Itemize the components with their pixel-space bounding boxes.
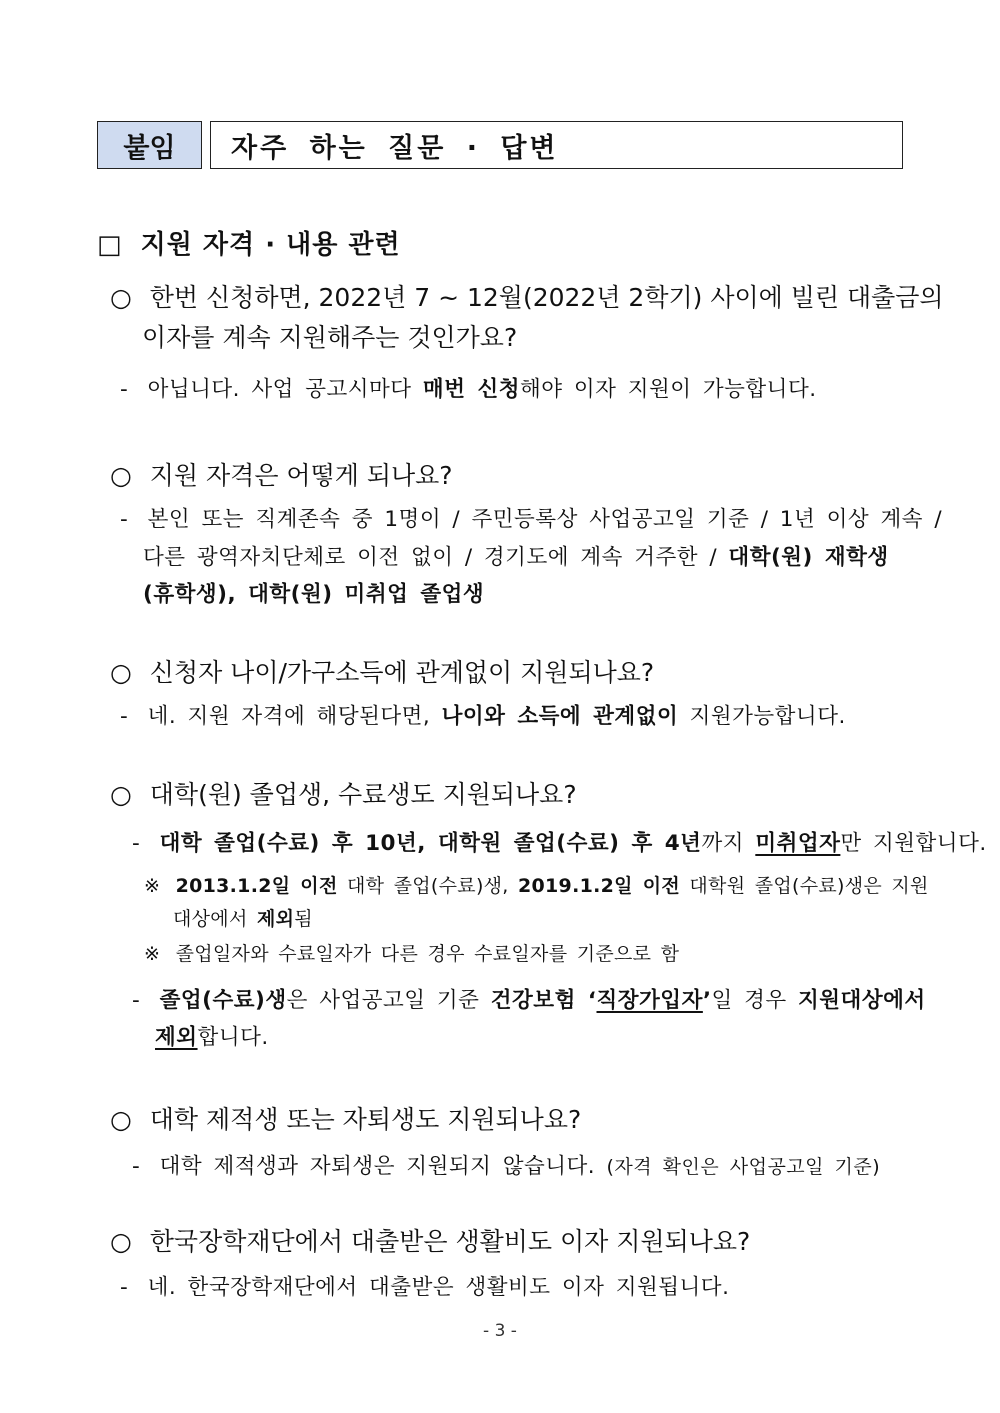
page-title-box xyxy=(210,121,903,169)
answer-1: - 아닙니다. 사업 공고시마다 매번 신청해야 이자 지원이 가능합니다. xyxy=(120,377,817,402)
question-1-line-2: 이자를 계속 지원해주는 것인가요? xyxy=(142,323,518,352)
answer-4-line-1: - 대학 졸업(수료) 후 10년, 대학원 졸업(수료) 후 4년까지 미취업자만 지원합니다. xyxy=(132,831,987,856)
question-4: ○ 대학(원) 졸업생, 수료생도 지원되나요? xyxy=(110,780,577,809)
answer-2-line-1: - 본인 또는 직계존속 중 1명이 / 주민등록상 사업공고일 기준 / 1년 이상 계속 / xyxy=(120,507,943,532)
section-heading xyxy=(97,224,401,261)
question-1-line-1: ○ 한번 신청하면, 2022년 7 ~ 12월(2022년 2학기) 사이에 빌린 대출금의 xyxy=(110,283,944,312)
attachment-tag-label: 붙임 xyxy=(123,132,176,164)
note-1-line-2: 대상에서 제외됨 xyxy=(173,908,313,930)
section-bullet: □ xyxy=(97,230,123,260)
question-3: ○ 신청자 나이/가구소득에 관계없이 지원되나요? xyxy=(110,658,655,687)
question-marker: ○ xyxy=(110,283,132,312)
question-marker: ○ xyxy=(110,658,132,687)
answer-4b-line-2: 제외합니다. xyxy=(155,1025,269,1050)
question-2: ○ 지원 자격은 어떻게 되나요? xyxy=(110,461,453,490)
question-marker: ○ xyxy=(110,1105,132,1134)
note-1-line-1: ※ 2013.1.2일 이전 대학 졸업(수료)생, 2019.1.2일 이전 대학원 졸업(수료)생은 지원 xyxy=(144,875,929,897)
question-marker: ○ xyxy=(110,461,132,490)
answer-6: - 네. 한국장학재단에서 대출받은 생활비도 이자 지원됩니다. xyxy=(120,1275,730,1300)
page-number: - 3 - xyxy=(483,1321,517,1341)
answer-3: - 네. 지원 자격에 해당된다면, 나이와 소득에 관계없이 지원가능합니다. xyxy=(120,704,846,729)
answer-5: - 대학 제적생과 자퇴생은 지원되지 않습니다. (자격 확인은 사업공고일 기준) xyxy=(132,1154,881,1179)
note-2: ※ 졸업일자와 수료일자가 다른 경우 수료일자를 기준으로 함 xyxy=(144,943,680,965)
question-5: ○ 대학 제적생 또는 자퇴생도 지원되나요? xyxy=(110,1105,582,1134)
answer-4b-line-1: - 졸업(수료)생은 사업공고일 기준 건강보험 ‘직장가입자’일 경우 지원대상에서 xyxy=(132,988,926,1013)
page-title: 자주 하는 질문 · 답변 xyxy=(231,132,559,164)
section-title: 지원 자격 · 내용 관련 xyxy=(140,230,401,260)
attachment-tag xyxy=(97,121,202,169)
answer-2-line-2: 다른 광역자치단체로 이전 없이 / 경기도에 계속 거주한 / 대학(원) 재학생 xyxy=(143,545,889,570)
question-marker: ○ xyxy=(110,1227,132,1256)
question-marker: ○ xyxy=(110,780,132,809)
question-6: ○ 한국장학재단에서 대출받은 생활비도 이자 지원되나요? xyxy=(110,1227,751,1256)
answer-2-line-3: (휴학생), 대학(원) 미취업 졸업생 xyxy=(143,582,485,607)
